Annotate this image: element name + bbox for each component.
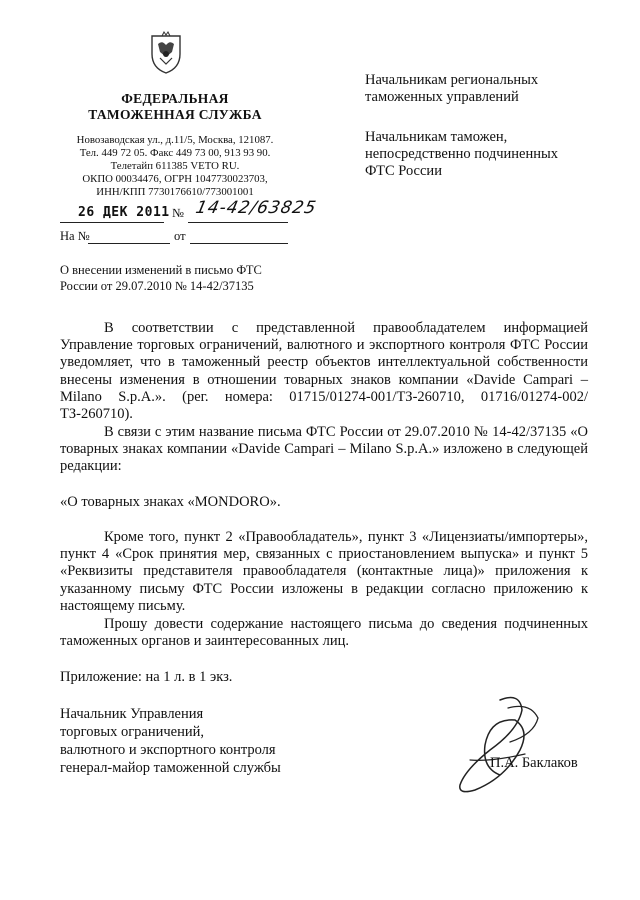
reference-number-label: На № <box>60 229 90 243</box>
number-underline <box>188 222 288 223</box>
body-paragraph-4: Кроме того, пункт 2 «Правообладатель», пункт 3 «Лицензиаты/импортеры», пункт 4 «Срок принятия мер, связанных с приостановлением выпуска» и пункт 5 «Реквизиты представителя правообладателя (контактные лица)» приложения к указанному письму ФТС России изложены в редакции согласно приложению к настоящему письму. <box>60 529 588 614</box>
signatory-title-line4: генерал-майор таможенной службы <box>60 760 281 776</box>
body-paragraph-5: Прошу довести содержание настоящего письма до сведения подчиненных таможенных органов и заинтересованных лиц. <box>60 616 588 650</box>
org-address: Новозаводская ул., д.11/5, Москва, 121087. <box>76 134 274 146</box>
registration-date-stamp: 26 ДЕК 2011 <box>78 205 170 220</box>
org-name-line2: ТАМОЖЕННАЯ СЛУЖБА <box>88 107 262 122</box>
org-phones: Тел. 449 72 05. Факс 449 73 00, 913 93 90. <box>79 147 271 159</box>
signatory-name: П.А. Баклаков <box>490 755 578 771</box>
coat-of-arms-emblem <box>148 30 184 74</box>
signatory-title-line3: валютного и экспортного контроля <box>60 742 276 758</box>
body-paragraph-1: В соответствии с представленной правообладателем информацией Управление торговых ограничений, валютного и экспортного контроля ФТС России уведомляет, что в таможенный реестр объектов интеллектуальной собственности внесены изменения в отношении товарных знаков компании «Davide Campari – Milano S.p.A.». (рег. номера: 01715/01274-001/ТЗ-260710, 01716/01274-002/ТЗ-260710). <box>60 320 588 423</box>
recipient-1-line1: Начальникам региональных <box>365 72 539 88</box>
attachment-note: Приложение: на 1 л. в 1 экз. <box>60 669 233 685</box>
recipient-2-line1: Начальникам таможен, <box>365 129 508 145</box>
signatory-title-line2: торговых ограничений, <box>60 724 204 740</box>
org-teletype: Телетайп 611385 VETO RU. <box>110 160 240 172</box>
handwritten-signature <box>430 690 550 800</box>
org-inn: ИНН/КПП 7730176610/773001001 <box>96 186 254 198</box>
reference-date-blank <box>190 243 288 244</box>
recipient-2-line2: непосредственно подчиненных <box>365 146 558 162</box>
signatory-title-line1: Начальник Управления <box>60 706 204 722</box>
body-paragraph-3: «О товарных знаках «MONDORO». <box>60 494 281 510</box>
registration-number-handwritten: 14-42/63825 <box>193 198 319 218</box>
number-label: № <box>172 206 184 220</box>
reference-number-blank <box>88 243 170 244</box>
org-name-line1: ФЕДЕРАЛЬНАЯ <box>121 91 229 106</box>
recipient-1-line2: таможенных управлений <box>365 89 519 105</box>
org-okpo: ОКПО 00034476, ОГРН 1047730023703, <box>82 173 268 185</box>
recipient-2-line3: ФТС России <box>365 163 442 179</box>
date-underline <box>60 222 164 223</box>
subject-line1: О внесении изменений в письмо ФТС <box>60 263 262 277</box>
subject-line2: России от 29.07.2010 № 14-42/37135 <box>60 279 254 293</box>
reference-date-label: от <box>174 229 186 243</box>
body-paragraph-2: В связи с этим название письма ФТС России от 29.07.2010 № 14-42/37135 «О товарных знаках компании «Davide Campari – Milano S.p.A.» изложено в следующей редакции: <box>60 424 588 475</box>
